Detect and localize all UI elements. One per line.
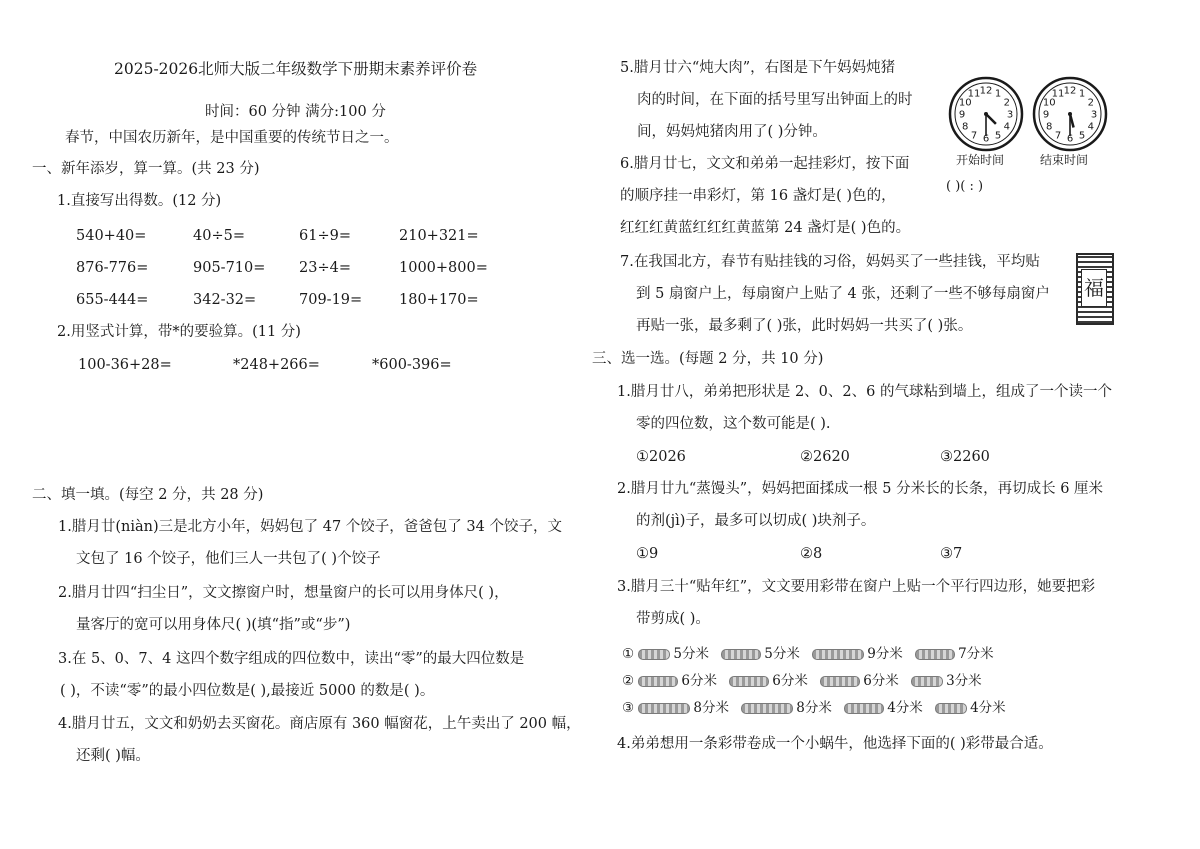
ribbon-length: 5分米: [764, 646, 800, 662]
section2-line: 4.腊月廿五，文文和奶奶去买窗花。商店原有 360 幅窗花，上午卖出了 200 幅，: [58, 716, 581, 732]
guaqian-icon: [1076, 253, 1114, 325]
s3-q1-line: 1.腊月廿八，弟弟把形状是 2、0、2、6 的气球粘到墙上，组成了一个读一个: [617, 384, 1112, 400]
s3-q2-option: ②8: [800, 546, 823, 562]
ribbon-icon: [721, 649, 761, 660]
ribbon-icon: [844, 703, 884, 714]
clock-number: 6: [1066, 133, 1074, 145]
clock-number: 8: [1046, 121, 1053, 133]
ribbon-icon: [820, 676, 860, 687]
clock-number: 11: [967, 88, 981, 100]
s3-q1-option: ②2620: [800, 449, 850, 465]
s3-q3-line: 3.腊月三十“贴年红”，文文要用彩带在窗户上贴一个平行四边形，她要把彩: [617, 579, 1096, 595]
calc-item: 180+170=: [399, 292, 479, 308]
clock-end-icon: [1030, 74, 1110, 154]
clock-number: 7: [970, 130, 978, 142]
clock-number: 6: [982, 133, 990, 145]
ribbon-icon: [935, 703, 967, 714]
calc-item: 540+40=: [76, 228, 147, 244]
ribbon-icon: [741, 703, 793, 714]
vertical-calc-item: *248+266=: [233, 357, 320, 373]
q5-line: 5.腊月廿六“炖大肉”，右图是下午妈妈炖猪: [620, 60, 896, 76]
calc-item: 342-32=: [193, 292, 257, 308]
clock-number: 7: [1054, 130, 1062, 142]
ribbon-length: 8分米: [693, 700, 729, 716]
ribbon-length: 6分米: [681, 673, 717, 689]
section2-line: 2.腊月廿四“扫尘日”，文文擦窗户时，想量窗户的长可以用身体尺( )，: [58, 585, 509, 601]
clock-answer-blanks: ( )( : ): [946, 179, 984, 194]
clock-number: 2: [1003, 97, 1010, 109]
time-info: 时间：60 分钟 满分:100 分: [205, 104, 386, 120]
guaqian-inner: [1081, 269, 1107, 307]
clock-number: 10: [1042, 97, 1056, 109]
clock-number: 5: [1078, 130, 1086, 142]
section2-line: 1.腊月廿(niàn)三是北方小年，妈妈包了 47 个饺子，爸爸包了 34 个饺子，文: [58, 519, 562, 535]
ribbon-icon: [812, 649, 864, 660]
q1-label: 1.直接写出得数。(12 分): [57, 193, 222, 209]
option-mark: ②: [622, 673, 635, 689]
clock-number: 4: [1087, 121, 1094, 133]
s3-q4-line: 4.弟弟想用一条彩带卷成一个小蜗牛，他选择下面的( )彩带最合适。: [617, 736, 1053, 752]
vertical-calc-item: *600-396=: [372, 357, 452, 373]
clock-number: 1: [1078, 88, 1086, 100]
clock-number: 9: [1042, 109, 1050, 121]
q6-line: 6.腊月廿七，文文和弟弟一起挂彩灯，按下面: [620, 156, 910, 172]
ribbon-length: 6分米: [863, 673, 899, 689]
clock-end-label: 结束时间: [1040, 153, 1089, 167]
ribbon-length: 9分米: [867, 646, 903, 662]
clock-number: 9: [958, 109, 966, 121]
q5-line: 肉的时间，在下面的括号里写出钟面上的时: [637, 92, 913, 108]
ribbon-length: 4分米: [970, 700, 1006, 716]
option-mark: ③: [622, 700, 635, 716]
ribbon-length: 5分米: [673, 646, 709, 662]
calc-item: 905-710=: [193, 260, 266, 276]
q7-line: 7.在我国北方，春节有贴挂钱的习俗，妈妈买了一些挂钱，平均贴: [620, 254, 1040, 270]
calc-item: 876-776=: [76, 260, 149, 276]
ribbon-icon: [638, 676, 678, 687]
clock-number: 11: [1051, 88, 1065, 100]
ribbon-length: 8分米: [796, 700, 832, 716]
s3-q2-option: ③7: [940, 546, 963, 562]
ribbon-length: 7分米: [958, 646, 994, 662]
s3-q1-option: ③2260: [940, 449, 990, 465]
q7-line: 到 5 扇窗户上，每扇窗户上贴了 4 张，还剩了一些不够每扇窗户: [636, 286, 1050, 302]
option-mark: ①: [622, 646, 635, 662]
clock-number: 10: [958, 97, 972, 109]
calc-item: 1000+800=: [399, 260, 488, 276]
calc-item: 210+321=: [399, 228, 479, 244]
page-title: 2025-2026北师大版二年级数学下册期末素养评价卷: [114, 60, 478, 78]
section3-heading: 三、选一选。(每题 2 分，共 10 分): [592, 351, 824, 367]
clock-number: 2: [1087, 97, 1094, 109]
q6-line: 的顺序挂一串彩灯，第 16 盏灯是( )色的，: [620, 188, 896, 204]
clock-number: 4: [1003, 121, 1010, 133]
q2-label: 2.用竖式计算，带*的要验算。(11 分): [57, 324, 301, 340]
ribbon-icon: [915, 649, 955, 660]
q5-line: 间，妈妈炖猪肉用了( )分钟。: [637, 124, 827, 140]
q6-line: 红红红黄蓝红红红黄蓝第 24 盏灯是( )色的。: [620, 220, 911, 236]
clock-start-label: 开始时间: [956, 153, 1005, 167]
section2-line: 还剩( )幅。: [76, 748, 150, 764]
clock-start-icon: [946, 74, 1026, 154]
calc-item: 61÷9=: [299, 228, 351, 244]
ribbon-icon: [911, 676, 943, 687]
clock-number: 3: [1090, 109, 1098, 121]
section1-heading: 一、新年添岁，算一算。(共 23 分): [32, 161, 260, 177]
s3-q1-option: ①2026: [636, 449, 686, 465]
section2-line: 量客厅的宽可以用身体尺( )(填“指”或“步”): [76, 617, 351, 633]
ribbon-option-3: [622, 702, 1014, 716]
section2-heading: 二、填一填。(每空 2 分，共 28 分): [32, 487, 264, 503]
s3-q2-option: ①9: [636, 546, 659, 562]
ribbon-icon: [638, 649, 670, 660]
clock-number: 12: [1063, 85, 1077, 97]
ribbon-icon: [729, 676, 769, 687]
ribbon-length: 6分米: [772, 673, 808, 689]
ribbon-icon: [638, 703, 690, 714]
clock-number: 3: [1006, 109, 1014, 121]
fu-character: 福: [1084, 276, 1104, 300]
ribbon-length: 3分米: [946, 673, 982, 689]
q7-line: 再贴一张，最多剩了( )张，此时妈妈一共买了( )张。: [636, 318, 973, 334]
clock-number: 12: [979, 85, 993, 97]
calc-item: 40÷5=: [193, 228, 245, 244]
ribbon-length: 4分米: [887, 700, 923, 716]
ribbon-option-1: [622, 648, 1002, 662]
section2-line: 文包了 16 个饺子，他们三人一共包了( )个饺子: [76, 551, 381, 567]
clock-number: 5: [994, 130, 1002, 142]
section2-line: ( )，不读“零”的最小四位数是( ),最接近 5000 的数是( )。: [60, 683, 435, 699]
calc-item: 709-19=: [299, 292, 363, 308]
clock-number: 1: [994, 88, 1002, 100]
ribbon-option-2: [622, 675, 990, 689]
s3-q2-line: 2.腊月廿九“蒸馒头”，妈妈把面揉成一根 5 分米长的长条，再切成长 6 厘米: [617, 481, 1104, 497]
s3-q2-line: 的剂(jì)子，最多可以切成( )块剂子。: [636, 513, 876, 529]
section2-line: 3.在 5、0、7、4 这四个数字组成的四位数中，读出“零”的最大四位数是: [58, 651, 525, 667]
clock-number: 8: [962, 121, 969, 133]
intro-text: 春节，中国农历新年，是中国重要的传统节日之一。: [65, 130, 399, 146]
vertical-calc-item: 100-36+28=: [78, 357, 172, 373]
s3-q1-line: 零的四位数，这个数可能是( ).: [636, 416, 831, 432]
calc-item: 23÷4=: [299, 260, 351, 276]
calc-item: 655-444=: [76, 292, 149, 308]
s3-q3-line: 带剪成( )。: [636, 611, 710, 627]
